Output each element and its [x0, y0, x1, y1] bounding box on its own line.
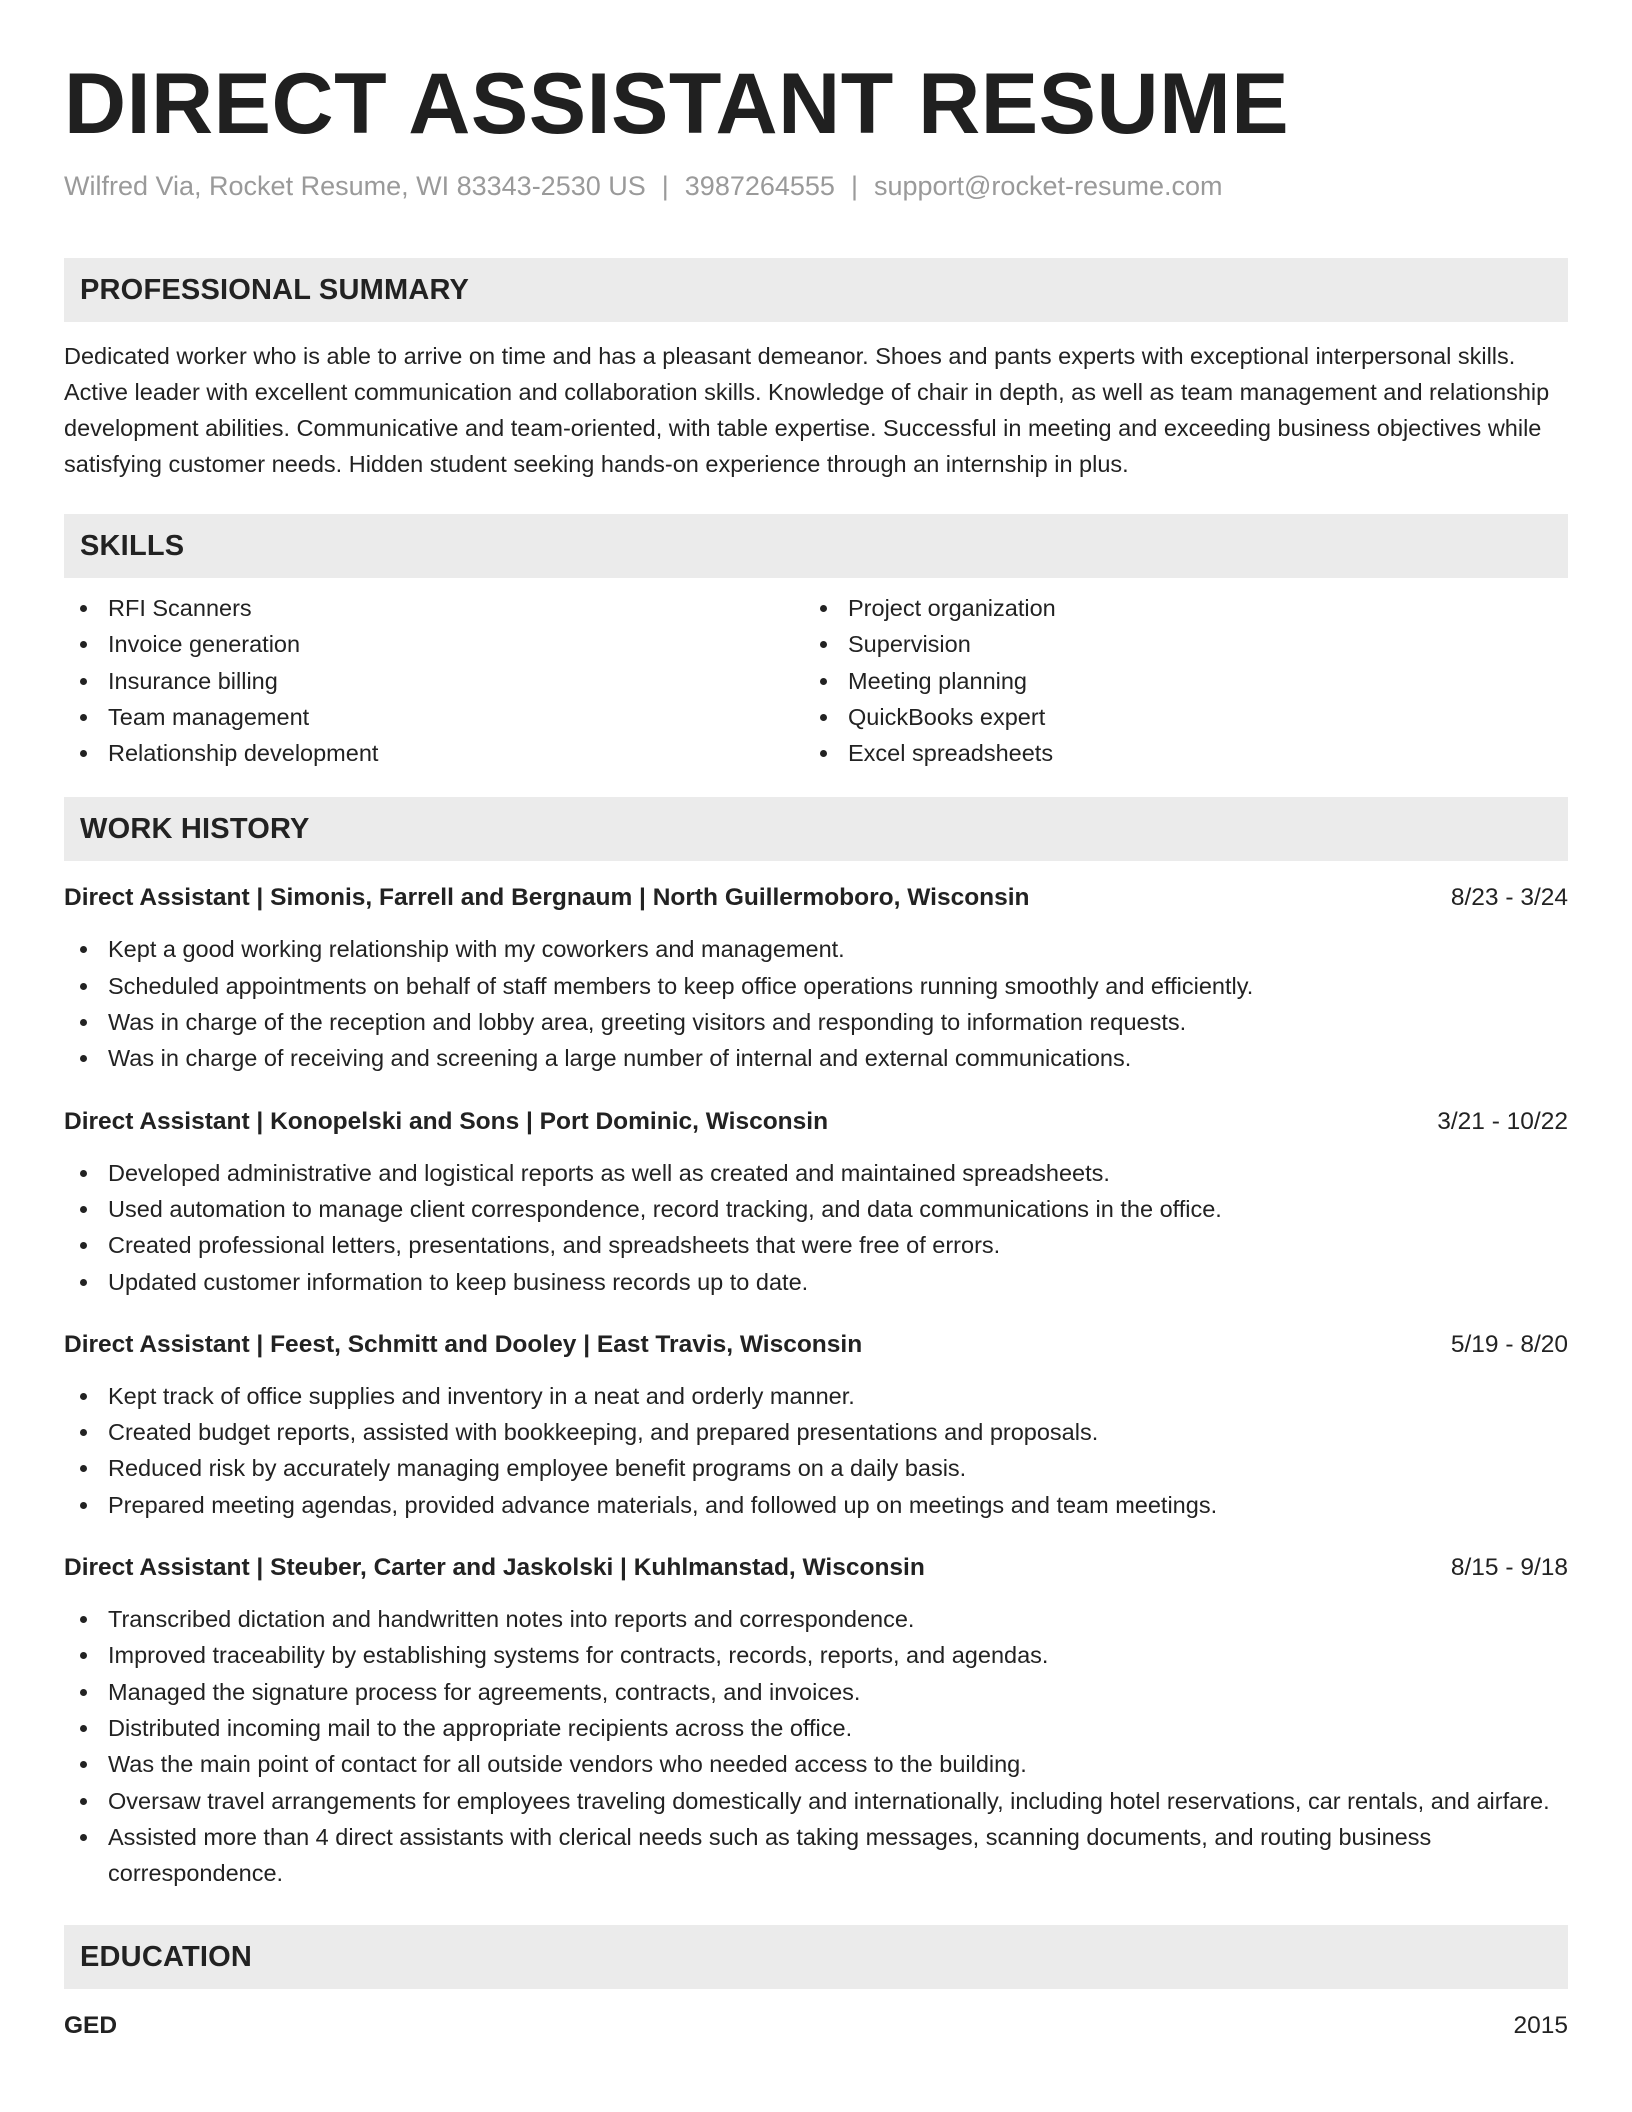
skills-list: [64, 590, 1568, 771]
job-bullet: Kept a good working relationship with my coworkers and management.: [64, 931, 1568, 967]
job-bullets: [64, 1155, 1568, 1300]
job-bullet: Managed the signature process for agreements, contracts, and invoices.: [64, 1674, 1568, 1710]
resume-title: DIRECT ASSISTANT RESUME: [64, 56, 1290, 152]
job-title: Direct Assistant | Konopelski and Sons | Port Dominic, Wisconsin: [64, 1107, 829, 1135]
skill-item: Project organization: [804, 590, 1544, 626]
job-title: Direct Assistant | Feest, Schmitt and Dooley | East Travis, Wisconsin: [64, 1330, 863, 1358]
job-bullets: [64, 1601, 1568, 1891]
contact-address: Wilfred Via, Rocket Resume, WI 83343-2530 US: [64, 171, 646, 201]
job-header: [64, 1328, 1568, 1362]
skill-item: Meeting planning: [804, 663, 1544, 699]
section-header-skills: SKILLS: [64, 514, 1568, 578]
job-bullet: Oversaw travel arrangements for employees traveling domestically and internationally, including hotel reservations, car rentals, and airfare.: [64, 1783, 1568, 1819]
skills-column-left: [64, 590, 804, 771]
skill-item: Relationship development: [64, 735, 804, 771]
section-header-education: EDUCATION: [64, 1925, 1568, 1989]
job-entry: [64, 1328, 1568, 1523]
skill-item: QuickBooks expert: [804, 699, 1544, 735]
contact-line: [64, 168, 1568, 204]
skill-item: Supervision: [804, 626, 1544, 662]
job-bullet: Kept track of office supplies and inventory in a neat and orderly manner.: [64, 1378, 1568, 1414]
job-entry: [64, 881, 1568, 1076]
job-header: [64, 1105, 1568, 1139]
job-bullet: Developed administrative and logistical reports as well as created and maintained spreadsheets.: [64, 1155, 1568, 1191]
job-entry: [64, 1105, 1568, 1300]
job-dates: 3/21 - 10/22: [1437, 1107, 1568, 1135]
job-bullet: Transcribed dictation and handwritten notes into reports and correspondence.: [64, 1601, 1568, 1637]
contact-separator: |: [661, 171, 669, 201]
summary-text: Dedicated worker who is able to arrive on time and has a pleasant demeanor. Shoes and pants experts with exceptional interpersonal skills. Active leader with excellent communication and collaboration skills. Knowledge of chair in depth, as well as team management and relationship development abilities. Communicative and team-oriented, with table expertise. Successful in meeting and exceeding business objectives while satisfying customer needs. Hidden student seeking hands-on experience through an internship in plus.: [64, 343, 1550, 477]
education-entry: [64, 2009, 1568, 2043]
job-bullet: Improved traceability by establishing systems for contracts, records, reports, and agendas.: [64, 1637, 1568, 1673]
job-bullet: Scheduled appointments on behalf of staff members to keep office operations running smoothly and efficiently.: [64, 968, 1568, 1004]
job-header: [64, 1551, 1568, 1585]
education-year: 2015: [1513, 2012, 1568, 2040]
contact-email: support@rocket-resume.com: [873, 171, 1223, 201]
section-header-work-history: WORK HISTORY: [64, 797, 1568, 861]
job-bullet: Was in charge of the reception and lobby area, greeting visitors and responding to information requests.: [64, 1004, 1568, 1040]
job-bullet: Prepared meeting agendas, provided advance materials, and followed up on meetings and team meetings.: [64, 1487, 1568, 1523]
contact-separator: |: [850, 171, 858, 201]
skill-item: RFI Scanners: [64, 590, 804, 626]
job-title: Direct Assistant | Steuber, Carter and Jaskolski | Kuhlmanstad, Wisconsin: [64, 1554, 925, 1582]
job-bullet: Was in charge of receiving and screening a large number of internal and external communications.: [64, 1040, 1568, 1076]
job-bullet: Assisted more than 4 direct assistants with clerical needs such as taking messages, scanning documents, and routing business correspondence.: [64, 1819, 1568, 1892]
contact-phone: 3987264555: [684, 171, 835, 201]
job-dates: 5/19 - 8/20: [1450, 1330, 1568, 1358]
job-bullet: Reduced risk by accurately managing employee benefit programs on a daily basis.: [64, 1450, 1568, 1486]
job-bullets: [64, 931, 1568, 1076]
job-bullet: Created professional letters, presentations, and spreadsheets that were free of errors.: [64, 1227, 1568, 1263]
skill-item: Insurance billing: [64, 663, 804, 699]
skill-item: Invoice generation: [64, 626, 804, 662]
skill-item: Team management: [64, 699, 804, 735]
job-bullet: Used automation to manage client correspondence, record tracking, and data communications in the office.: [64, 1191, 1568, 1227]
education-degree: GED: [64, 2012, 118, 2040]
job-bullets: [64, 1378, 1568, 1523]
job-bullet: Was the main point of contact for all outside vendors who needed access to the building.: [64, 1746, 1568, 1782]
skill-item: Excel spreadsheets: [804, 735, 1544, 771]
job-bullet: Updated customer information to keep business records up to date.: [64, 1264, 1568, 1300]
job-header: [64, 881, 1568, 915]
job-entry: [64, 1551, 1568, 1891]
job-dates: 8/23 - 3/24: [1450, 884, 1568, 912]
job-bullet: Distributed incoming mail to the appropriate recipients across the office.: [64, 1710, 1568, 1746]
job-title: Direct Assistant | Simonis, Farrell and Bergnaum | North Guillermoboro, Wisconsin: [64, 884, 1030, 912]
section-header-summary: PROFESSIONAL SUMMARY: [64, 258, 1568, 322]
skills-column-right: [804, 590, 1544, 771]
job-bullet: Created budget reports, assisted with bookkeeping, and prepared presentations and proposals.: [64, 1414, 1568, 1450]
job-dates: 8/15 - 9/18: [1450, 1554, 1568, 1582]
